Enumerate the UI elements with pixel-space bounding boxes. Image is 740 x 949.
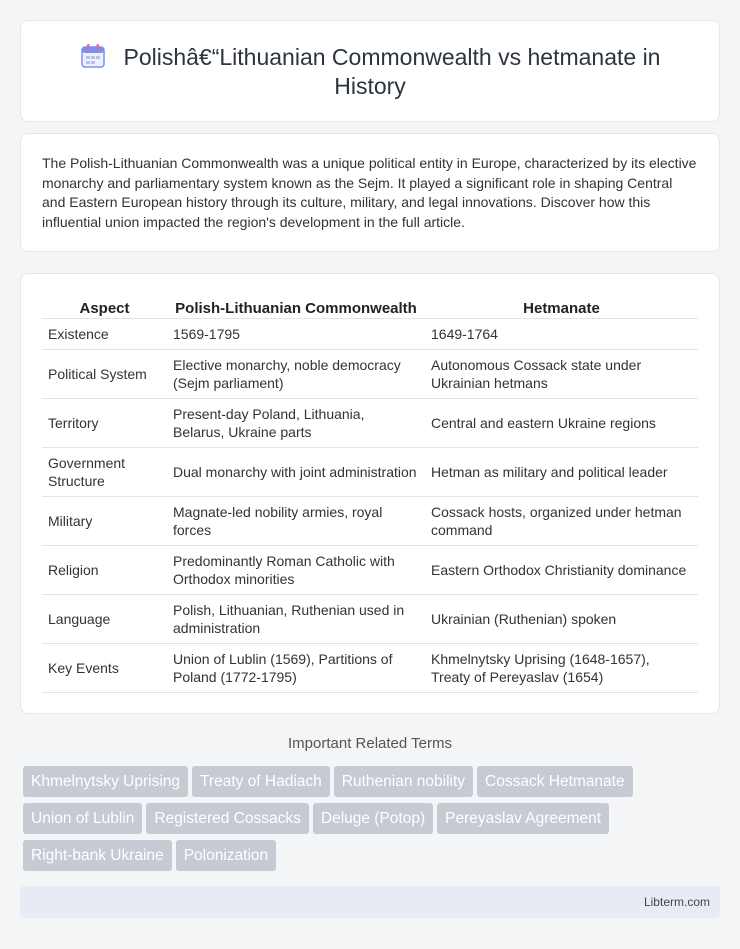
cell-aspect: Existence: [42, 318, 167, 349]
header-aspect: Aspect: [42, 294, 167, 318]
table-row: [42, 398, 698, 447]
comparison-card: [20, 273, 720, 714]
cell-commonwealth: Dual monarchy with joint administration: [167, 447, 425, 496]
header-commonwealth: Polish-Lithuanian Commonwealth: [167, 294, 425, 318]
table-row: [42, 643, 698, 692]
term-tag[interactable]: Deluge (Potop): [313, 803, 433, 834]
calendar-icon: [80, 43, 106, 69]
cell-commonwealth: Magnate-led nobility armies, royal forces: [167, 496, 425, 545]
term-tag[interactable]: Union of Lublin: [23, 803, 142, 834]
title-card: [20, 20, 720, 122]
table-row: [42, 349, 698, 398]
table-row: [42, 447, 698, 496]
term-tag[interactable]: Ruthenian nobility: [334, 766, 473, 797]
cell-aspect: Territory: [42, 398, 167, 447]
cell-aspect: Military: [42, 496, 167, 545]
table-header-row: [42, 294, 698, 318]
term-tag[interactable]: Polonization: [176, 840, 276, 871]
cell-hetmanate: Khmelnytsky Uprising (1648-1657), Treaty of Pereyaslav (1654): [425, 643, 698, 692]
intro-text: The Polish-Lithuanian Commonwealth was a unique political entity in Europe, characterized by its elective monarchy and parliamentary system known as the Sejm. It played a significant role in shaping Central and Eastern European history through its culture, military, and legal innovations. Discover how this influential union impacted the region's development in the full article.: [42, 155, 697, 230]
cell-commonwealth: Polish, Lithuanian, Ruthenian used in administration: [167, 594, 425, 643]
footer: [20, 886, 720, 918]
term-tag[interactable]: Registered Cossacks: [146, 803, 308, 834]
footer-site-link[interactable]: Libterm.com: [643, 895, 710, 909]
cell-hetmanate: 1649-1764: [425, 318, 698, 349]
cell-commonwealth: Elective monarchy, noble democracy (Sejm parliament): [167, 349, 425, 398]
cell-commonwealth: Present-day Poland, Lithuania, Belarus, Ukraine parts: [167, 398, 425, 447]
cell-hetmanate: Ukrainian (Ruthenian) spoken: [425, 594, 698, 643]
header-hetmanate: Hetmanate: [425, 294, 698, 318]
intro-card: [20, 133, 720, 252]
cell-commonwealth: Predominantly Roman Catholic with Orthodox minorities: [167, 545, 425, 594]
cell-hetmanate: Autonomous Cossack state under Ukrainian hetmans: [425, 349, 698, 398]
cell-hetmanate: Hetman as military and political leader: [425, 447, 698, 496]
page-title: [61, 43, 679, 101]
cell-aspect: Political System: [42, 349, 167, 398]
term-tag[interactable]: Cossack Hetmanate: [477, 766, 633, 797]
page-title-text: Polishâ€“Lithuanian Commonwealth vs hetmanate in History: [123, 44, 661, 99]
related-terms-list: [23, 766, 723, 877]
cell-commonwealth: Union of Lublin (1569), Partitions of Poland (1772-1795): [167, 643, 425, 692]
cell-aspect: Language: [42, 594, 167, 643]
cell-hetmanate: Central and eastern Ukraine regions: [425, 398, 698, 447]
cell-aspect: Key Events: [42, 643, 167, 692]
cell-hetmanate: Cossack hosts, organized under hetman command: [425, 496, 698, 545]
cell-commonwealth: 1569-1795: [167, 318, 425, 349]
table-row: [42, 594, 698, 643]
term-tag[interactable]: Khmelnytsky Uprising: [23, 766, 188, 797]
term-tag[interactable]: Treaty of Hadiach: [192, 766, 330, 797]
cell-aspect: Religion: [42, 545, 167, 594]
term-tag[interactable]: Right-bank Ukraine: [23, 840, 172, 871]
related-terms-heading: Important Related Terms: [288, 735, 452, 752]
cell-aspect: Government Structure: [42, 447, 167, 496]
cell-hetmanate: Eastern Orthodox Christianity dominance: [425, 545, 698, 594]
term-tag[interactable]: Pereyaslav Agreement: [437, 803, 609, 834]
table-row: [42, 545, 698, 594]
table-row: [42, 318, 698, 349]
comparison-table: [42, 294, 698, 693]
table-row: [42, 496, 698, 545]
